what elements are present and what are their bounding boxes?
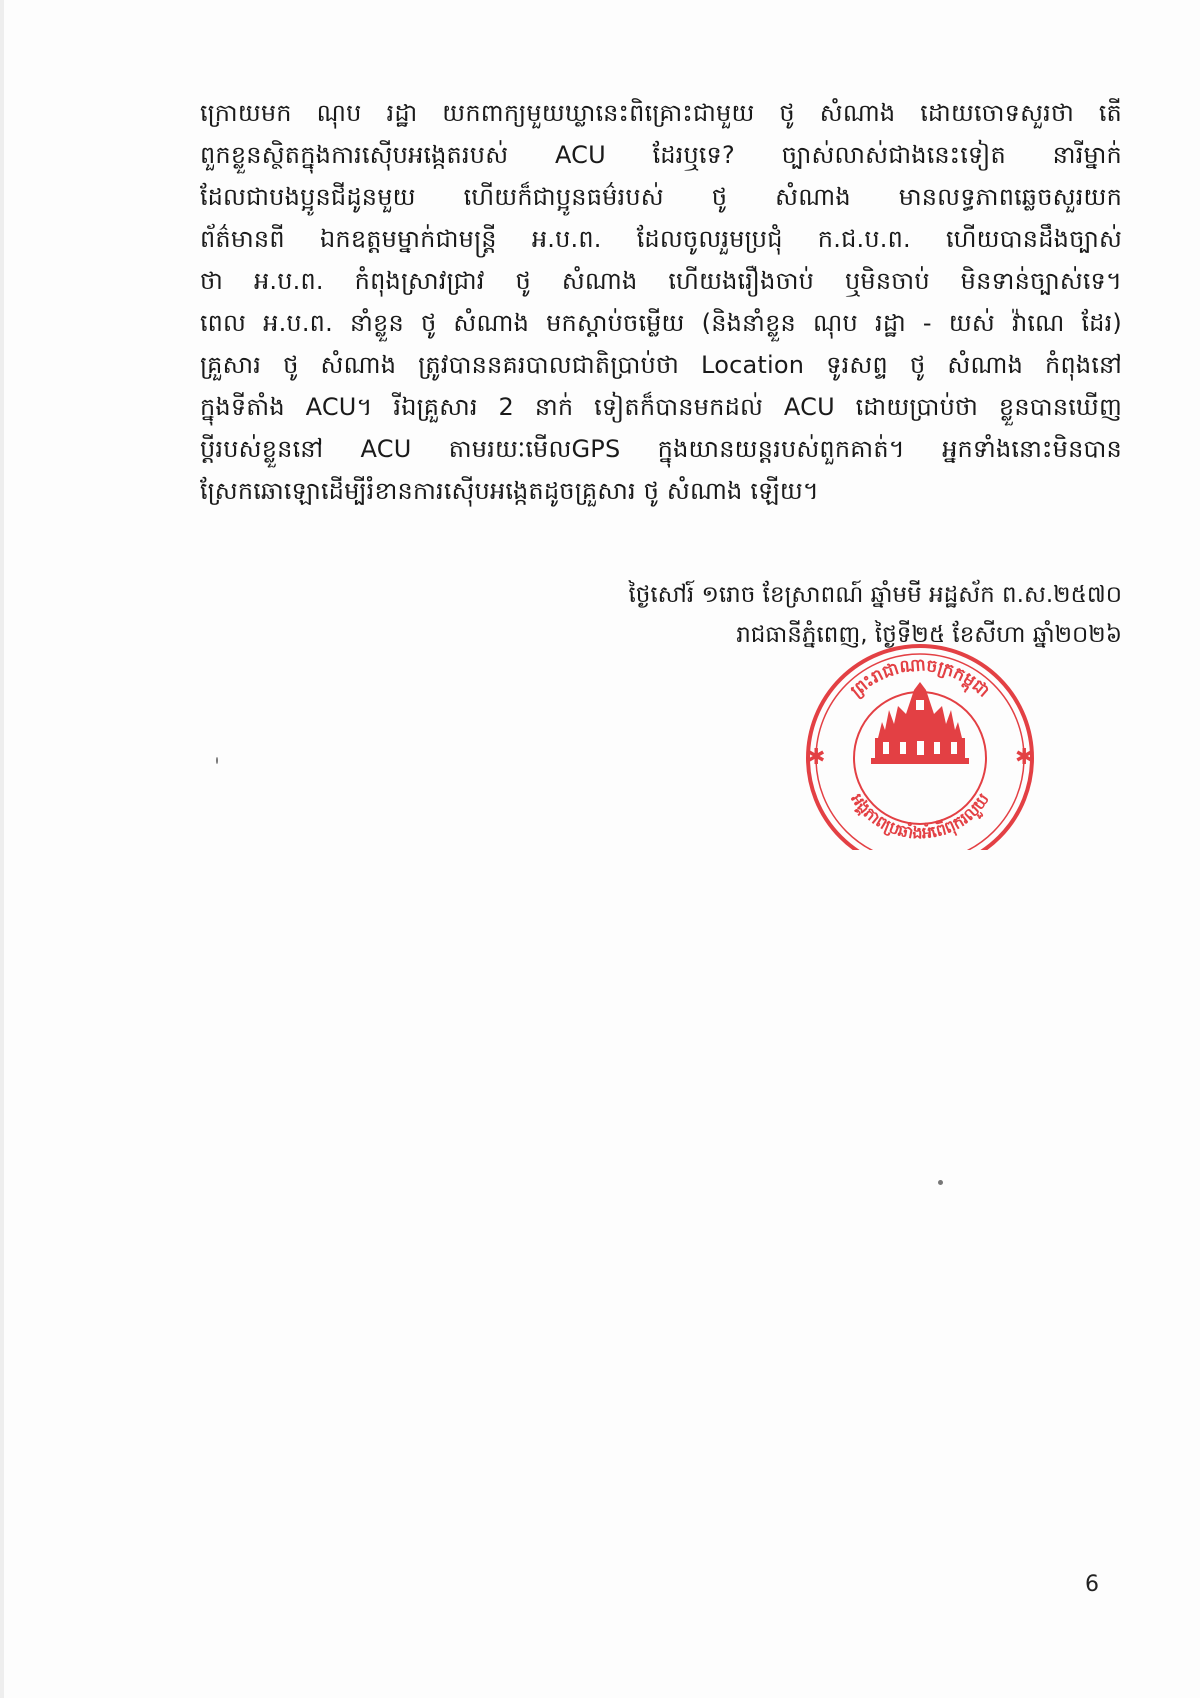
official-seal-stamp <box>785 640 1055 850</box>
angkor-temple-emblem-icon <box>871 682 969 764</box>
body-line: ដែលជាបងប្អូនជីដូនមួយ ហើយក៏ជាប្អូនធម៌របស់ ថូ សំណាង មានលទ្ធភាពឆ្លេចសួរយក <box>200 183 1122 211</box>
lunar-date: ថ្ងៃសៅរ៍ ១រោច ខែស្រាពណ៍ ឆ្នាំមមី អដ្ឋស័ក ព.ស.២៥៧០ <box>628 582 1122 608</box>
page-number: 6 <box>1085 1572 1099 1597</box>
scan-edge-shadow <box>0 0 4 1698</box>
scan-speck <box>938 1180 943 1185</box>
seal-text-bottom: អង្គភាពប្រឆាំងអំពើពុករលួយ <box>847 789 993 843</box>
body-line: ពួកខ្លួនស្ថិតក្នុងការស៊ើបអង្កេតរបស់ ACU ដែរឬទេ? ច្បាស់លាស់ជាងនេះទៀត នារីម្នាក់ <box>200 141 1122 169</box>
body-line: ព័ត៌មានពី ឯកឧត្តមម្នាក់ជាមន្ត្រី អ.ប.ព. ដែលចូលរួមប្រជុំ ក.ជ.ប.ព. ហើយបានដឹងច្បាស់ <box>200 225 1122 253</box>
body-line: ក្នុងទីតាំង ACU។ រីឯគ្រួសារ 2 នាក់ ទៀតក៏បានមកដល់ ACU ដោយប្រាប់ថា ខ្លួនបានឃើញ <box>200 393 1122 421</box>
solar-date-location: រាជធានីភ្នំពេញ, ថ្ងៃទី២៥ ខែសីហា ឆ្នាំ២០២៦ <box>736 622 1122 648</box>
body-line: ថា អ.ប.ព. កំពុងស្រាវជ្រាវ ថូ សំណាង ហើយងរឿងចាប់ ឬមិនចាប់ មិនទាន់ច្បាស់ទេ។ <box>200 267 1122 295</box>
seal-star-left-icon: ✱ <box>807 745 826 770</box>
body-line: ស្រែកឆោឡោដើម្បីរំខានការស៊ើបអង្កេតដូចគ្រួសារ ថូ សំណាង ឡើយ។ <box>200 477 819 505</box>
body-paragraph <box>200 92 1122 512</box>
body-line: ក្រោយមក ណុប រដ្ឋា យកពាក្យមួយឃ្លានេះពិគ្រោះជាមួយ ថូ សំណាង ដោយចោទសួរថា តើ <box>200 99 1122 127</box>
seal-text-top: ព្រះរាជាណាចក្រកម្ពុជា <box>847 655 994 702</box>
scan-speck <box>216 757 218 764</box>
body-line: ពេល អ.ប.ព. នាំខ្លួន ថូ សំណាង មកស្តាប់ចម្លើយ (និងនាំខ្លួន ណុប រដ្ឋា - យស់ វ៉ាណេ ដែរ) <box>200 309 1122 337</box>
body-line: ប្តីរបស់ខ្លួននៅ ACU តាមរយៈមើលGPS ក្នុងយានយន្តរបស់ពួកគាត់។ អ្នកទាំងនោះមិនបាន <box>200 435 1122 463</box>
body-line: គ្រួសារ ថូ សំណាង ត្រូវបាននគរបាលជាតិប្រាប់ថា Location ទូរសព្ទ ថូ សំណាង កំពុងនៅ <box>200 351 1122 379</box>
seal-star-right-icon: ✱ <box>1015 745 1034 770</box>
svg-text:អង្គភាពប្រឆាំងអំពើពុករលួយ <box>847 790 993 843</box>
